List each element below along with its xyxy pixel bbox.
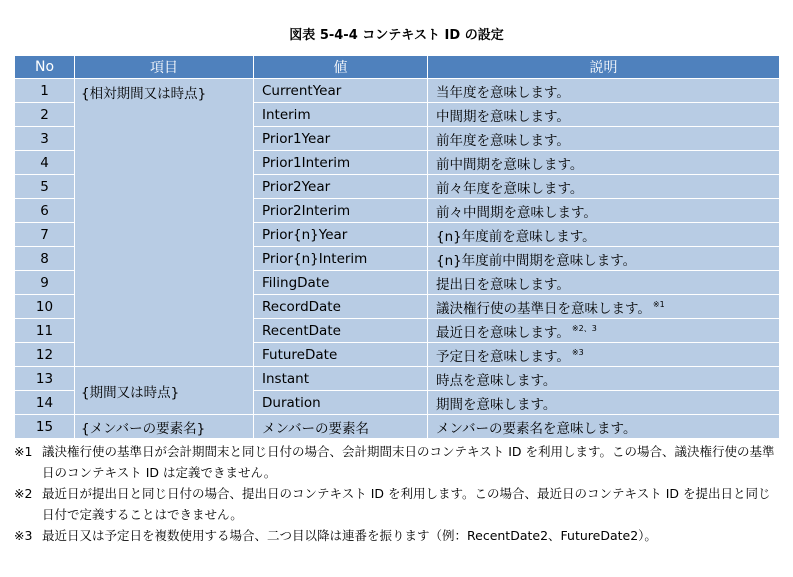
table-row xyxy=(15,367,780,391)
footnote-text: 最近日が提出日と同じ日付の場合、提出日のコンテキスト ID を利用します。この場合、最近日のコンテキスト ID を提出日と同じ日付で定義することはできません。 xyxy=(42,486,771,522)
context-description xyxy=(428,367,780,391)
footnote-mark: ※3 xyxy=(14,528,33,543)
context-value: Prior2Year xyxy=(254,175,428,199)
row-number: 7 xyxy=(15,223,75,247)
context-description xyxy=(428,391,780,415)
description-text: 時点を意味します。 xyxy=(436,372,557,389)
row-number: 2 xyxy=(15,103,75,127)
row-number: 6 xyxy=(15,199,75,223)
context-value: FilingDate xyxy=(254,271,428,295)
row-number: 14 xyxy=(15,391,75,415)
item-group: {相対期間又は時点} xyxy=(75,79,254,367)
row-number: 1 xyxy=(15,79,75,103)
row-number: 13 xyxy=(15,367,75,391)
header-no: No xyxy=(15,56,75,79)
context-value: Interim xyxy=(254,103,428,127)
description-text: 前中間期を意味します。 xyxy=(436,156,584,173)
footnote-3 xyxy=(14,525,779,546)
context-value: Prior2Interim xyxy=(254,199,428,223)
footnote-reference: ※1 xyxy=(652,299,665,309)
row-number: 11 xyxy=(15,319,75,343)
description-text: 当年度を意味します。 xyxy=(436,84,570,101)
context-description xyxy=(428,175,780,199)
context-description xyxy=(428,319,780,343)
context-value: Prior{n}Interim xyxy=(254,247,428,271)
footnotes xyxy=(14,441,779,546)
context-value: RecordDate xyxy=(254,295,428,319)
description-text: メンバーの要素名を意味します。 xyxy=(436,420,637,437)
context-description xyxy=(428,127,780,151)
context-description xyxy=(428,103,780,127)
footnote-text: 議決権行使の基準日が会計期間末と同じ日付の場合、会計期間末日のコンテキスト ID を利用します。この場合、議決権行使の基準日のコンテキスト ID は定義できません。 xyxy=(42,444,775,480)
context-value: Instant xyxy=(254,367,428,391)
header-value: 値 xyxy=(254,56,428,79)
context-description xyxy=(428,79,780,103)
description-text: 前々中間期を意味します。 xyxy=(436,204,597,221)
item-group: {期間又は時点} xyxy=(75,367,254,415)
footnote-mark: ※2 xyxy=(14,486,33,501)
description-text: 中間期を意味します。 xyxy=(436,108,570,125)
description-text: 提出日を意味します。 xyxy=(436,276,570,293)
description-text: 前々年度を意味します。 xyxy=(436,180,584,197)
footnote-reference: ※2、3 xyxy=(571,323,597,333)
description-text: 期間を意味します。 xyxy=(436,396,557,413)
context-value: メンバーの要素名 xyxy=(254,415,428,439)
context-description xyxy=(428,415,780,439)
context-description xyxy=(428,295,780,319)
description-text: 議決権行使の基準日を意味します。 xyxy=(436,300,651,317)
table-row xyxy=(15,79,780,103)
row-number: 15 xyxy=(15,415,75,439)
context-value: RecentDate xyxy=(254,319,428,343)
context-description xyxy=(428,271,780,295)
context-value: CurrentYear xyxy=(254,79,428,103)
footnote-1 xyxy=(14,441,779,483)
context-description xyxy=(428,223,780,247)
row-number: 9 xyxy=(15,271,75,295)
context-value: Prior{n}Year xyxy=(254,223,428,247)
description-text: 予定日を意味します。 xyxy=(436,348,570,365)
row-number: 3 xyxy=(15,127,75,151)
figure-title: 図表 5-4-4 コンテキスト ID の設定 xyxy=(289,28,504,43)
context-value: Prior1Year xyxy=(254,127,428,151)
table-body xyxy=(15,79,780,439)
context-description xyxy=(428,247,780,271)
table-row xyxy=(15,415,780,439)
description-text: 前年度を意味します。 xyxy=(436,132,570,149)
context-id-table xyxy=(14,55,780,439)
table-header-row xyxy=(15,56,780,79)
header-description: 説明 xyxy=(428,56,780,79)
footnote-mark: ※1 xyxy=(14,444,33,459)
description-text: {n}年度前を意味します。 xyxy=(436,228,596,245)
row-number: 5 xyxy=(15,175,75,199)
description-text: 最近日を意味します。 xyxy=(436,324,570,341)
row-number: 10 xyxy=(15,295,75,319)
footnote-2 xyxy=(14,483,779,525)
header-item: 項目 xyxy=(75,56,254,79)
context-value: Duration xyxy=(254,391,428,415)
context-value: Prior1Interim xyxy=(254,151,428,175)
description-text: {n}年度前中間期を意味します。 xyxy=(436,252,637,269)
item-group: {メンバーの要素名} xyxy=(75,415,254,439)
footnote-reference: ※3 xyxy=(571,347,584,357)
footnote-text: 最近日又は予定日を複数使用する場合、二つ目以降は連番を振ります（例：RecentDate2、FutureDate2）。 xyxy=(42,528,657,543)
context-value: FutureDate xyxy=(254,343,428,367)
context-description xyxy=(428,151,780,175)
row-number: 8 xyxy=(15,247,75,271)
context-description xyxy=(428,343,780,367)
context-description xyxy=(428,199,780,223)
row-number: 12 xyxy=(15,343,75,367)
row-number: 4 xyxy=(15,151,75,175)
